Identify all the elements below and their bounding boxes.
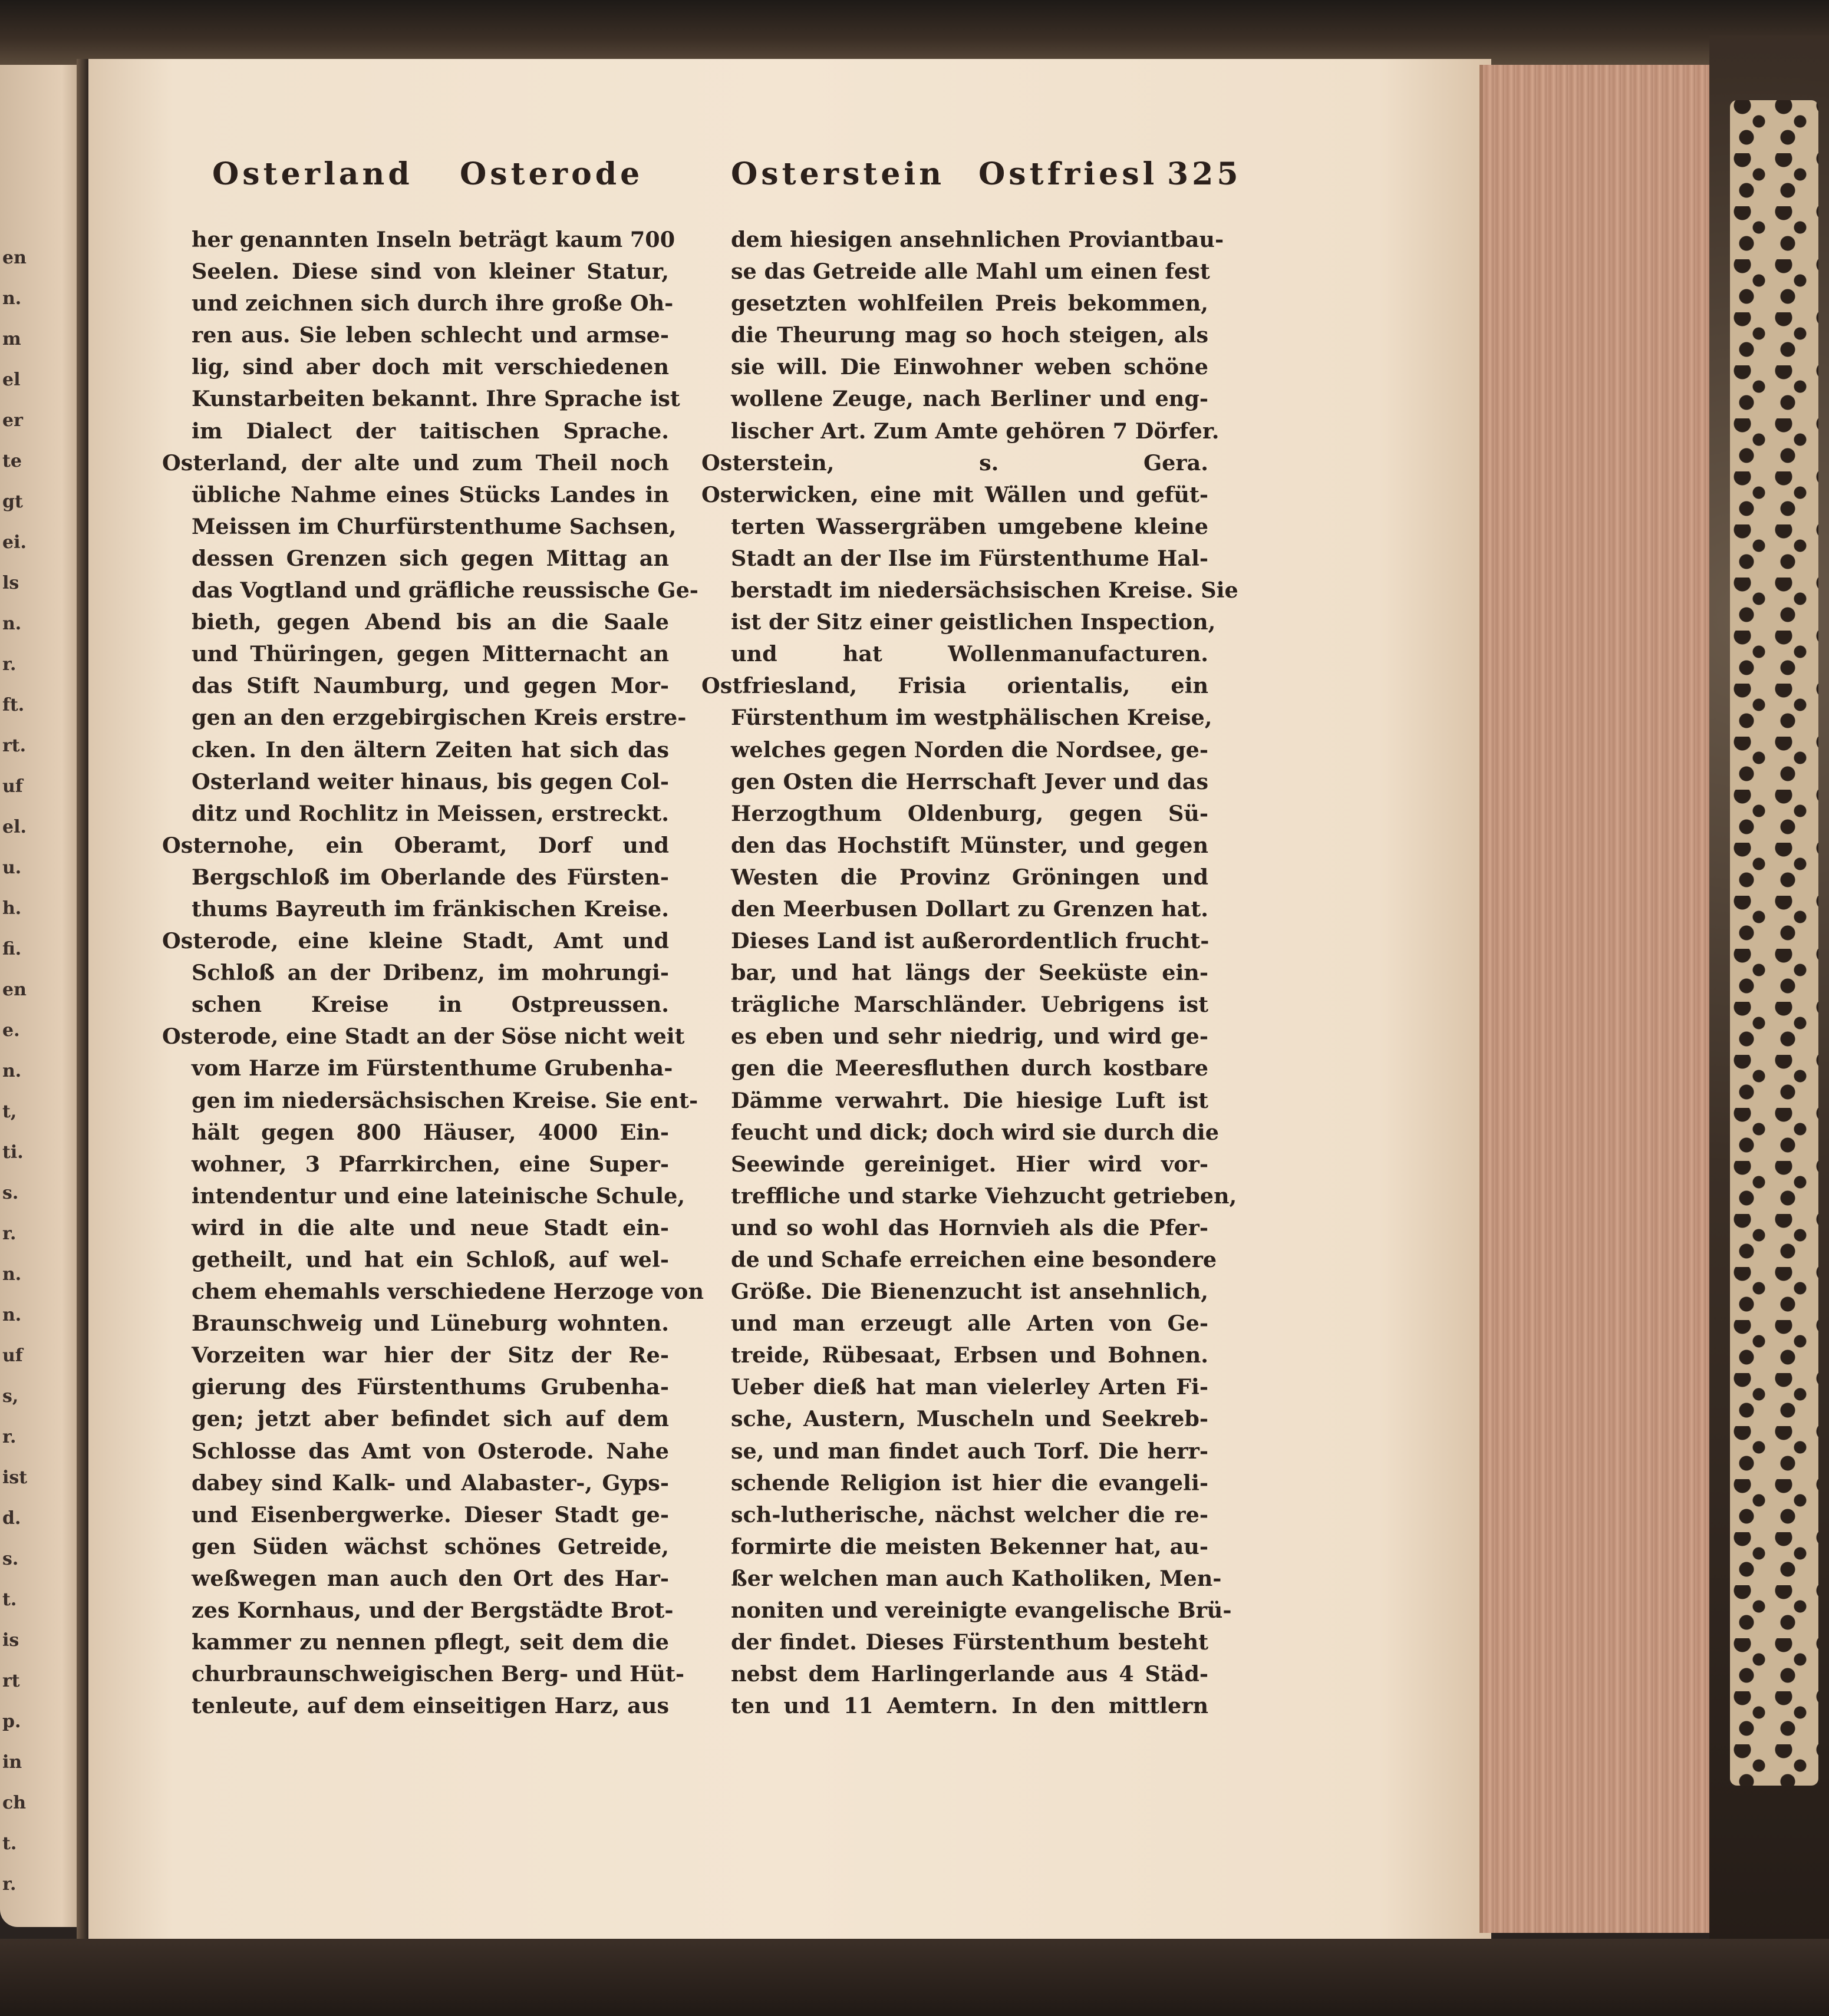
text-line: Schloß an der Dribenz, im mohrungi- <box>192 960 669 986</box>
text-line: das Vogtland und gräfliche reussische Ge- <box>192 578 698 603</box>
left-page-text-fragment: n. <box>2 1264 22 1285</box>
left-page-text-fragment: n. <box>2 1305 22 1325</box>
text-line: treffliche und starke Viehzucht getrieben, <box>731 1183 1237 1209</box>
left-page-text-fragment: el. <box>2 817 27 837</box>
text-line: se, und man findet auch Torf. Die herr- <box>731 1438 1208 1464</box>
marbled-endpaper <box>1730 100 1818 1786</box>
header-right-term-2: Ostfriesl <box>978 156 1158 192</box>
left-page-text-fragment: ch <box>2 1793 27 1813</box>
text-line: Ueber dieß hat man vielerley Arten Fi- <box>731 1374 1208 1400</box>
left-page-text-fragment: p. <box>2 1711 21 1732</box>
text-line: thums Bayreuth im fränkischen Kreise. <box>192 896 669 922</box>
left-page-text-fragment: ist <box>2 1467 28 1488</box>
left-page-text-fragment: ti. <box>2 1142 24 1163</box>
text-line: schende Religion ist hier die evangeli- <box>731 1470 1208 1496</box>
left-page-text-fragment: t. <box>2 1589 17 1610</box>
entry-headword-line: Ostfriesland, Frisia orientalis, ein <box>701 673 1208 699</box>
text-line: kammer zu nennen pflegt, seit dem die <box>192 1629 669 1655</box>
text-line: Bergschloß im Oberlande des Fürsten- <box>192 864 669 890</box>
left-page-text-fragment: uf <box>2 1345 23 1366</box>
left-page-text-fragment: is <box>2 1630 19 1651</box>
left-page-text-fragment: s. <box>2 1549 19 1569</box>
text-line: und so wohl das Hornvieh als die Pfer- <box>731 1215 1208 1240</box>
text-line: lischer Art. Zum Amte gehören 7 Dörfer. <box>731 418 1220 444</box>
text-line: zes Kornhaus, und der Bergstädte Brot- <box>192 1598 674 1624</box>
text-line: Seewinde gereiniget. Hier wird vor- <box>731 1151 1208 1177</box>
left-page-text-fragment: r. <box>2 1874 17 1895</box>
entry-headword-line: Osterode, eine Stadt an der Söse nicht weit <box>162 1024 685 1050</box>
text-line: Seelen. Diese sind von kleiner Statur, <box>192 259 669 285</box>
text-line: Braunschweig und Lüneburg wohnten. <box>192 1311 669 1337</box>
left-page-text-fragment: t, <box>2 1101 17 1122</box>
page-block-edge <box>1479 65 1731 1933</box>
left-page-text-fragment: rt. <box>2 735 27 756</box>
text-column-left <box>162 224 704 1722</box>
text-line: Dämme verwahrt. Die hiesige Luft ist <box>731 1087 1208 1113</box>
left-page-text-fragment: h. <box>2 898 22 919</box>
text-line: ist der Sitz einer geistlichen Inspection, <box>731 609 1216 635</box>
text-line: Meissen im Churfürstenthume Sachsen, <box>192 513 677 539</box>
text-line: gen; jetzt aber befindet sich auf dem <box>192 1406 669 1432</box>
text-line: den das Hochstift Münster, und gegen <box>731 832 1208 858</box>
left-page-text-fragment: r. <box>2 1427 17 1447</box>
text-line: gen im niedersächsischen Kreise. Sie ent- <box>192 1087 698 1113</box>
text-line: weßwegen man auch den Ort des Har- <box>192 1565 669 1591</box>
left-page-text-fragment: gt <box>2 491 23 512</box>
text-line: der findet. Dieses Fürstenthum besteht <box>731 1629 1208 1655</box>
left-page-text-fragment: n. <box>2 288 22 309</box>
left-page-text-fragment: er <box>2 410 23 431</box>
text-line: wird in die alte und neue Stadt ein- <box>192 1215 669 1240</box>
entry-headword-line: Osterwicken, eine mit Wällen und gefüt- <box>701 481 1208 507</box>
text-line: se das Getreide alle Mahl um einen fest <box>731 259 1210 285</box>
text-line: bar, und hat längs der Seeküste ein- <box>731 960 1208 986</box>
text-line: schen Kreise in Ostpreussen. <box>192 992 669 1018</box>
text-line: das Stift Naumburg, und gegen Mor- <box>192 673 669 699</box>
text-line: Herzogthum Oldenburg, gegen Sü- <box>731 800 1208 826</box>
text-line: vom Harze im Fürstenthume Grubenha- <box>192 1055 673 1081</box>
text-line: Schlosse das Amt von Osterode. Nahe <box>192 1438 669 1464</box>
text-line: tenleute, auf dem einseitigen Harz, aus <box>192 1693 669 1719</box>
text-line: es eben und sehr niedrig, und wird ge- <box>731 1024 1208 1050</box>
left-page-text-fragment: s. <box>2 1183 19 1203</box>
left-page-text-fragment: fi. <box>2 939 22 959</box>
text-line: und zeichnen sich durch ihre große Oh- <box>192 291 674 316</box>
text-line: feucht und dick; doch wird sie durch die <box>731 1119 1219 1145</box>
left-page-text-fragment: e. <box>2 1020 20 1041</box>
entry-headword-line: Osterstein, s. Gera. <box>701 450 1208 476</box>
left-page-text-fragment: en <box>2 248 27 268</box>
text-line: nebst dem Harlingerlande aus 4 Städ- <box>731 1661 1208 1687</box>
text-line: Osterland weiter hinaus, bis gegen Col- <box>192 768 669 794</box>
text-line: sche, Austern, Muscheln und Seekreb- <box>731 1406 1208 1432</box>
text-line: formirte die meisten Bekenner hat, au- <box>731 1533 1208 1559</box>
text-line: churbraunschweigischen Berg- und Hüt- <box>192 1661 685 1687</box>
text-line: Größe. Die Bienenzucht ist ansehnlich, <box>731 1279 1208 1305</box>
text-line: und man erzeugt alle Arten von Ge- <box>731 1311 1208 1337</box>
left-page-text-fragment: s, <box>2 1386 19 1407</box>
header-left-term-1: Osterland <box>212 156 413 192</box>
header-left-term-2: Osterode <box>460 156 644 192</box>
left-page-text-fragment: el <box>2 369 21 390</box>
left-page-text-fragment: rt <box>2 1671 20 1691</box>
book-cover-top <box>0 0 1829 65</box>
book-cover-bottom <box>0 1939 1829 2016</box>
left-page-edge <box>0 65 88 1927</box>
left-page-text-fragment: uf <box>2 776 23 797</box>
left-page-text-fragment: r. <box>2 1223 17 1244</box>
text-line: gierung des Fürstenthums Grubenha- <box>192 1374 669 1400</box>
text-line: und Thüringen, gegen Mitternacht an <box>192 641 669 667</box>
text-line: gen an den erzgebirgischen Kreis erstre- <box>192 705 687 731</box>
text-line: ren aus. Sie leben schlecht und armse- <box>192 322 669 348</box>
text-line: und hat Wollenmanufacturen. <box>731 641 1208 667</box>
text-line: welches gegen Norden die Nordsee, ge- <box>731 737 1208 763</box>
text-column-right <box>701 224 1238 1722</box>
left-page-text-fragment: n. <box>2 1061 22 1081</box>
text-line: Stadt an der Ilse im Fürstenthume Hal- <box>731 545 1208 571</box>
text-line: dabey sind Kalk- und Alabaster-, Gyps- <box>192 1470 669 1496</box>
text-line: Westen die Provinz Gröningen und <box>731 864 1208 890</box>
text-line: lig, sind aber doch mit verschiedenen <box>192 354 669 380</box>
text-line: intendentur und eine lateinische Schule, <box>192 1183 686 1209</box>
text-line: cken. In den ältern Zeiten hat sich das <box>192 737 669 763</box>
left-page-text-fragment: ei. <box>2 532 27 553</box>
text-line: ten und 11 Aemtern. In den mittlern <box>731 1693 1208 1719</box>
text-line: trägliche Marschländer. Uebrigens ist <box>731 992 1208 1018</box>
running-header <box>212 156 1242 209</box>
left-page-text-fragment: en <box>2 979 27 1000</box>
text-line: noniten und vereinigte evangelische Brü- <box>731 1598 1232 1624</box>
text-line: dem hiesigen ansehnlichen Proviantbau- <box>731 227 1224 252</box>
text-line: ditz und Rochlitz in Meissen, erstreckt. <box>192 800 669 826</box>
text-line: de und Schafe erreichen eine besondere <box>731 1247 1217 1272</box>
text-line: her genannten Inseln beträgt kaum 700 <box>192 227 675 252</box>
text-line: dessen Grenzen sich gegen Mittag an <box>192 545 669 571</box>
entry-headword-line: Osterland, der alte und zum Theil noch <box>162 450 669 476</box>
text-line: Vorzeiten war hier der Sitz der Re- <box>192 1342 669 1368</box>
text-line: getheilt, und hat ein Schloß, auf wel- <box>192 1247 669 1272</box>
left-page-text-fragment: te <box>2 451 22 471</box>
text-line: wohner, 3 Pfarrkirchen, eine Super- <box>192 1151 669 1177</box>
left-page-text-fragment: ls <box>2 573 19 593</box>
left-page-text-fragment: ft. <box>2 695 25 715</box>
text-line: sie will. Die Einwohner weben schöne <box>731 354 1208 380</box>
left-page-text-fragment: in <box>2 1752 22 1773</box>
header-right-term-1: Osterstein <box>731 156 945 192</box>
text-line: übliche Nahme eines Stücks Landes in <box>192 481 669 507</box>
entry-headword-line: Osternohe, ein Oberamt, Dorf und <box>162 832 669 858</box>
text-line: im Dialect der taitischen Sprache. <box>192 418 669 444</box>
text-line: berstadt im niedersächsischen Kreise. Sie <box>731 578 1238 603</box>
text-line: chem ehemahls verschiedene Herzoge von <box>192 1279 704 1305</box>
entry-headword-line: Osterode, eine kleine Stadt, Amt und <box>162 928 669 954</box>
page-number: 325 <box>1167 156 1242 192</box>
text-line: und Eisenbergwerke. Dieser Stadt ge- <box>192 1502 669 1527</box>
left-page-text-fragment: t. <box>2 1833 17 1854</box>
text-line: gen die Meeresfluthen durch kostbare <box>731 1055 1208 1081</box>
text-line: gen Süden wächst schönes Getreide, <box>192 1533 669 1559</box>
left-page-text-fragment: r. <box>2 654 17 675</box>
text-line: sch-lutherische, nächst welcher die re- <box>731 1502 1208 1527</box>
left-page-text-fragment: n. <box>2 613 22 634</box>
text-line: Fürstenthum im westphälischen Kreise, <box>731 705 1212 731</box>
text-line: die Theurung mag so hoch steigen, als <box>731 322 1208 348</box>
text-line: wollene Zeuge, nach Berliner und eng- <box>731 386 1208 412</box>
text-line: hält gegen 800 Häuser, 4000 Ein- <box>192 1119 669 1145</box>
text-line: bieth, gegen Abend bis an die Saale <box>192 609 669 635</box>
text-line: Dieses Land ist außerordentlich frucht- <box>731 928 1210 954</box>
text-line: terten Wassergräben umgebene kleine <box>731 513 1208 539</box>
text-line: den Meerbusen Dollart zu Grenzen hat. <box>731 896 1208 922</box>
text-line: Kunstarbeiten bekannt. Ihre Sprache ist <box>192 386 680 412</box>
left-page-text-fragment: m <box>2 329 21 349</box>
text-line: treide, Rübesaat, Erbsen und Bohnen. <box>731 1342 1208 1368</box>
left-page-text-fragment: u. <box>2 857 22 878</box>
text-line: gen Osten die Herrschaft Jever und das <box>731 768 1208 794</box>
left-page-text-fragment: d. <box>2 1508 21 1529</box>
text-line: gesetzten wohlfeilen Preis bekommen, <box>731 291 1208 316</box>
text-line: ßer welchen man auch Katholiken, Men- <box>731 1565 1222 1591</box>
